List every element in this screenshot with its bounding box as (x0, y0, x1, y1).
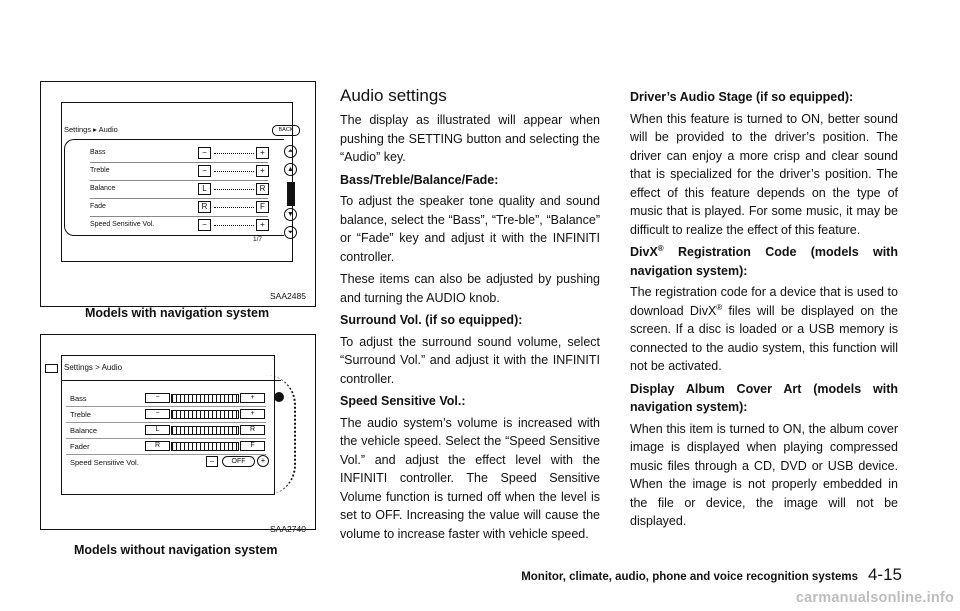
right-button: R (240, 425, 265, 435)
left-button: L (198, 183, 211, 195)
paragraph: The audio system’s volume is increased with the vehicle speed. Select the “Speed Sensitive Vol.” and adjust the effect level with the INFINITI controller. The Speed Sensitive Volume function is turned off when the level is set to OFF. Increasing the value will cause the volume to increase faster with vehicle speed. (340, 415, 600, 541)
left-button: L (145, 425, 170, 435)
row-label: Speed Sensitive Vol. (90, 221, 155, 228)
figure-code: SAA2485 (270, 291, 306, 301)
minus-button: − (198, 165, 211, 177)
scroll-up-icon: ▲ (284, 163, 297, 176)
page-number: 4-15 (867, 565, 902, 584)
row-label: Treble (70, 410, 91, 419)
scroll-down-icon: ▼ (284, 208, 297, 221)
settings-icon (45, 364, 58, 373)
level-indicator (214, 207, 254, 208)
scrollbar-thumb (287, 182, 295, 206)
subheading-divx (630, 243, 898, 280)
scroll-bottom-icon: ⏷ (284, 226, 297, 239)
right-button: R (256, 183, 269, 195)
figure-code: SAA2740 (270, 524, 306, 534)
row-label: Fade (90, 203, 106, 210)
page-footer (521, 565, 902, 585)
screen-title: Settings ▸ Audio (64, 125, 118, 134)
list-item (70, 424, 280, 438)
subheading: Driver’s Audio Stage (if so equipped): (630, 90, 854, 104)
list-item (70, 440, 280, 454)
list-item (70, 408, 280, 422)
column-middle (340, 86, 600, 547)
column-right (630, 88, 898, 535)
level-bar (171, 394, 239, 403)
divider (61, 380, 281, 381)
list-item (60, 218, 280, 234)
list-item (60, 146, 280, 162)
divider (90, 180, 268, 181)
minus-button: − (198, 219, 211, 231)
row-label: Balance (90, 185, 116, 192)
subheading: Bass/Treble/Balance/Fade: (340, 172, 499, 187)
rear-button: R (198, 201, 211, 213)
level-bar (171, 442, 239, 451)
front-button: F (240, 441, 265, 451)
level-indicator (214, 225, 254, 226)
divider (90, 198, 268, 199)
scroll-top-icon: ⏶ (284, 145, 297, 158)
paragraph (630, 283, 898, 376)
divider (90, 162, 268, 163)
figure-caption: Models with navigation system (85, 306, 270, 320)
level-bar (171, 410, 239, 419)
list-item (60, 164, 280, 180)
level-indicator (214, 153, 254, 154)
level-indicator (214, 171, 254, 172)
screen-title: Settings > Audio (64, 363, 123, 372)
front-button: F (256, 201, 269, 213)
section-name: Monitor, climate, audio, phone and voice recognition systems (521, 571, 858, 583)
registered-mark: ® (657, 243, 664, 253)
level-bar (171, 426, 239, 435)
paragraph: To adjust the speaker tone quality and sound balance, select the “Bass”, “Tre-ble”, “Balance” or “Fade” key and adjust it with the INFINITI controller. (340, 194, 600, 264)
row-label: Bass (90, 149, 106, 156)
paragraph: To adjust the surround sound volume, select “Surround Vol.” and adjust it with the INFINITI controller. (340, 334, 600, 386)
speed-sensitive-label: Speed Sensitive Vol. (70, 458, 139, 467)
paragraph-text: files will be displayed on the screen. If a disc is loaded or a USB memory is connected to the audio system, this function will not be activated. (630, 303, 898, 373)
paragraph: These items can also be adjusted by pushing and turning the AUDIO knob. (340, 272, 600, 305)
row-label: Fader (70, 442, 90, 451)
off-value: OFF (222, 456, 255, 467)
scroll-knob-icon (274, 392, 284, 402)
plus-button: + (256, 219, 269, 231)
divider (90, 216, 268, 217)
plus-button: + (257, 455, 269, 467)
plus-button: + (256, 165, 269, 177)
minus-button: − (145, 409, 170, 419)
page-indicator: 1/7 (253, 236, 263, 243)
subheading: Display Album Cover Art (models with navigation system): (630, 381, 898, 414)
divider (66, 454, 266, 455)
registered-mark: ® (716, 302, 723, 312)
plus-button: + (256, 147, 269, 159)
plus-button: + (240, 393, 265, 403)
row-label: Bass (70, 394, 87, 403)
minus-button: − (206, 456, 218, 467)
divider (66, 422, 266, 423)
paragraph: When this feature is turned to ON, better sound will be provided to the driver’s position. The driver can enjoy a more crisp and clear sound that is specialized for the driver’s position. The effect of this feature depends on the type of music that is played. For some music, it may be difficult to realize the effect of this feature. (630, 111, 898, 237)
subheading: Surround Vol. (if so equipped): (340, 313, 523, 327)
list-item (60, 200, 280, 216)
row-label: Treble (90, 167, 110, 174)
back-button: BACK (272, 125, 300, 136)
rear-button: R (145, 441, 170, 451)
paragraph: When this item is turned to ON, the album cover image is displayed when playing compressed music files through a CD, DVD or USB device. When the image is not properly embedded in the file or device, the image will not be displayed. (630, 421, 898, 528)
list-item (70, 392, 280, 406)
watermark: carmanualsonline.info (795, 590, 954, 606)
heading-text: DivX (630, 245, 658, 259)
section-title: Audio settings (340, 86, 447, 105)
subheading: Speed Sensitive Vol.: (340, 394, 466, 408)
paragraph: The display as illustrated will appear when pushing the SETTING button and selecting the “Audio” key. (340, 113, 600, 164)
list-item (60, 182, 280, 198)
minus-button: − (198, 147, 211, 159)
paragraph-text: The registration code for a device that is used to download DivX (630, 285, 898, 318)
plus-button: + (240, 409, 265, 419)
minus-button: − (145, 393, 170, 403)
divider (66, 438, 266, 439)
row-label: Balance (70, 426, 98, 435)
level-indicator (214, 189, 254, 190)
figure-caption: Models without navigation system (74, 543, 278, 557)
divider (66, 406, 266, 407)
heading-text: Registration Code (models with navigation system): (630, 245, 898, 278)
